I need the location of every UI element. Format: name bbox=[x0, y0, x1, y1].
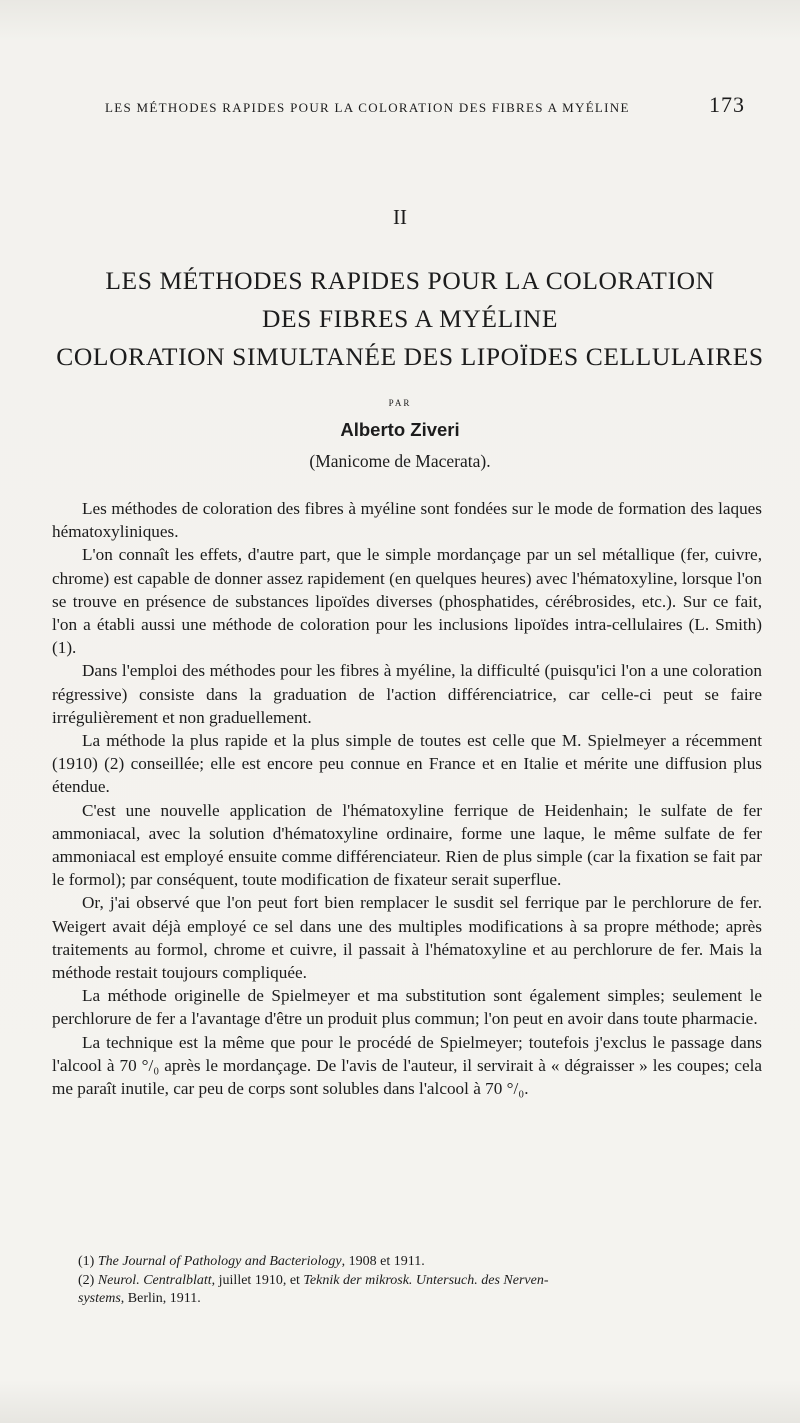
footnotes bbox=[78, 1253, 768, 1309]
paragraph: C'est une nouvelle application de l'hématoxyline ferrique de Heidenhain; le sulfate de fer ammoniacal, avec la solution d'hématoxyline ordinaire, forme une laque, le même sulfate de fer ammoniacal est employé ensuite comme différenciateur. Rien de plus simple (car la fixation se fait par le formol); par conséquent, toute modification de fixateur serait superflue. bbox=[52, 800, 762, 890]
footnote-text: Teknik der mikrosk. Untersuch. des Nerven- bbox=[303, 1272, 549, 1288]
section-number: II bbox=[393, 205, 407, 229]
footnote-text: , Berlin, 1911. bbox=[120, 1291, 201, 1306]
paragraph: Dans l'emploi des méthodes pour les fibres à myéline, la difficulté (puisqu'ici l'on a une coloration régressive) consiste dans la graduation de l'action différenciatrice, car celle-ci peut se faire irrégulièrement et non graduellement. bbox=[52, 661, 762, 727]
title-line: COLORATION SIMULTANÉE DES LIPOÏDES CELLULAIRES bbox=[56, 342, 764, 371]
footnote-text: systems bbox=[78, 1291, 121, 1306]
footnote-text: Neurol. Centralblatt bbox=[97, 1272, 212, 1288]
title-line: DES FIBRES A MYÉLINE bbox=[261, 304, 559, 333]
footnote-mark: (2) bbox=[78, 1272, 98, 1288]
article-title bbox=[40, 262, 780, 376]
paragraph: La méthode originelle de Spielmeyer et ma substitution sont également simples; seulement le perchlorure de fer a l'avantage d'être un produit plus commun; l'on peut en avoir dans toute pharmacie. bbox=[52, 986, 762, 1029]
paragraph: L'on connaît les effets, d'autre part, que le simple mordançage par un sel métallique (fer, cuivre, chrome) est capable de donner assez rapidement (en quelques heures) avec l'hématoxyline, lorsque l'on se trouve en présence de substances lipoïdes diverses (phosphatides, cérébrosides, etc.). Sur ce fait, l'on a établi aussi une méthode de coloration pour les inclusions lipoïdes intra-cellulaires (L. Smith) (1). bbox=[52, 545, 762, 658]
paragraph: La technique est la même que pour le procédé de Spielmeyer; toutefois j'exclus le passage dans l'alcool à 70 °/₀ après le mordançage. De l'avis de l'auteur, il servirait à « dégraisser » les coupes; cela me paraît inutile, car peu de corps sont solubles dans l'alcool à 70 °/₀. bbox=[52, 1032, 762, 1099]
title-line: LES MÉTHODES RAPIDES POUR LA COLORATION bbox=[105, 266, 715, 295]
running-head bbox=[105, 92, 745, 118]
page-number: 173 bbox=[709, 92, 745, 117]
paragraph: Or, j'ai observé que l'on peut fort bien remplacer le susdit sel ferrique par le perchlorure de fer. Weigert avait déjà employé ce sel dans une des multiples modifications à sa propre méthode; après traitements au formol, chrome et cuivre, il passait à l'hématoxyline et au perchlorure de fer. Mais la méthode restait toujours compliquée. bbox=[52, 893, 762, 983]
running-title: LES MÉTHODES RAPIDES POUR LA COLORATION DES FIBRES A MYÉLINE bbox=[105, 100, 630, 115]
footnote-text: , 1908 et 1911. bbox=[341, 1254, 425, 1269]
author-affiliation: (Manicome de Macerata). bbox=[309, 451, 491, 471]
footnote-text: The Journal of Pathology and Bacteriology bbox=[97, 1254, 342, 1269]
footnote-mark: (1) bbox=[78, 1254, 98, 1269]
footnote bbox=[78, 1272, 768, 1291]
footnote-text: , juillet 1910, et bbox=[211, 1272, 304, 1288]
footnote bbox=[78, 1253, 768, 1272]
author-name: Alberto Ziveri bbox=[340, 419, 460, 440]
article-body bbox=[52, 497, 762, 1100]
byline-par: PAR bbox=[388, 398, 412, 408]
paragraph: La méthode la plus rapide et la plus simple de toutes est celle que M. Spielmeyer a récemment (1910) (2) conseillée; elle est encore peu connue en France et en Italie et mérite une diffusion plus étendue. bbox=[52, 731, 762, 797]
footnote bbox=[78, 1290, 768, 1309]
paragraph: Les méthodes de coloration des fibres à myéline sont fondées sur le mode de formation des laques hématoxyliniques. bbox=[52, 499, 762, 542]
